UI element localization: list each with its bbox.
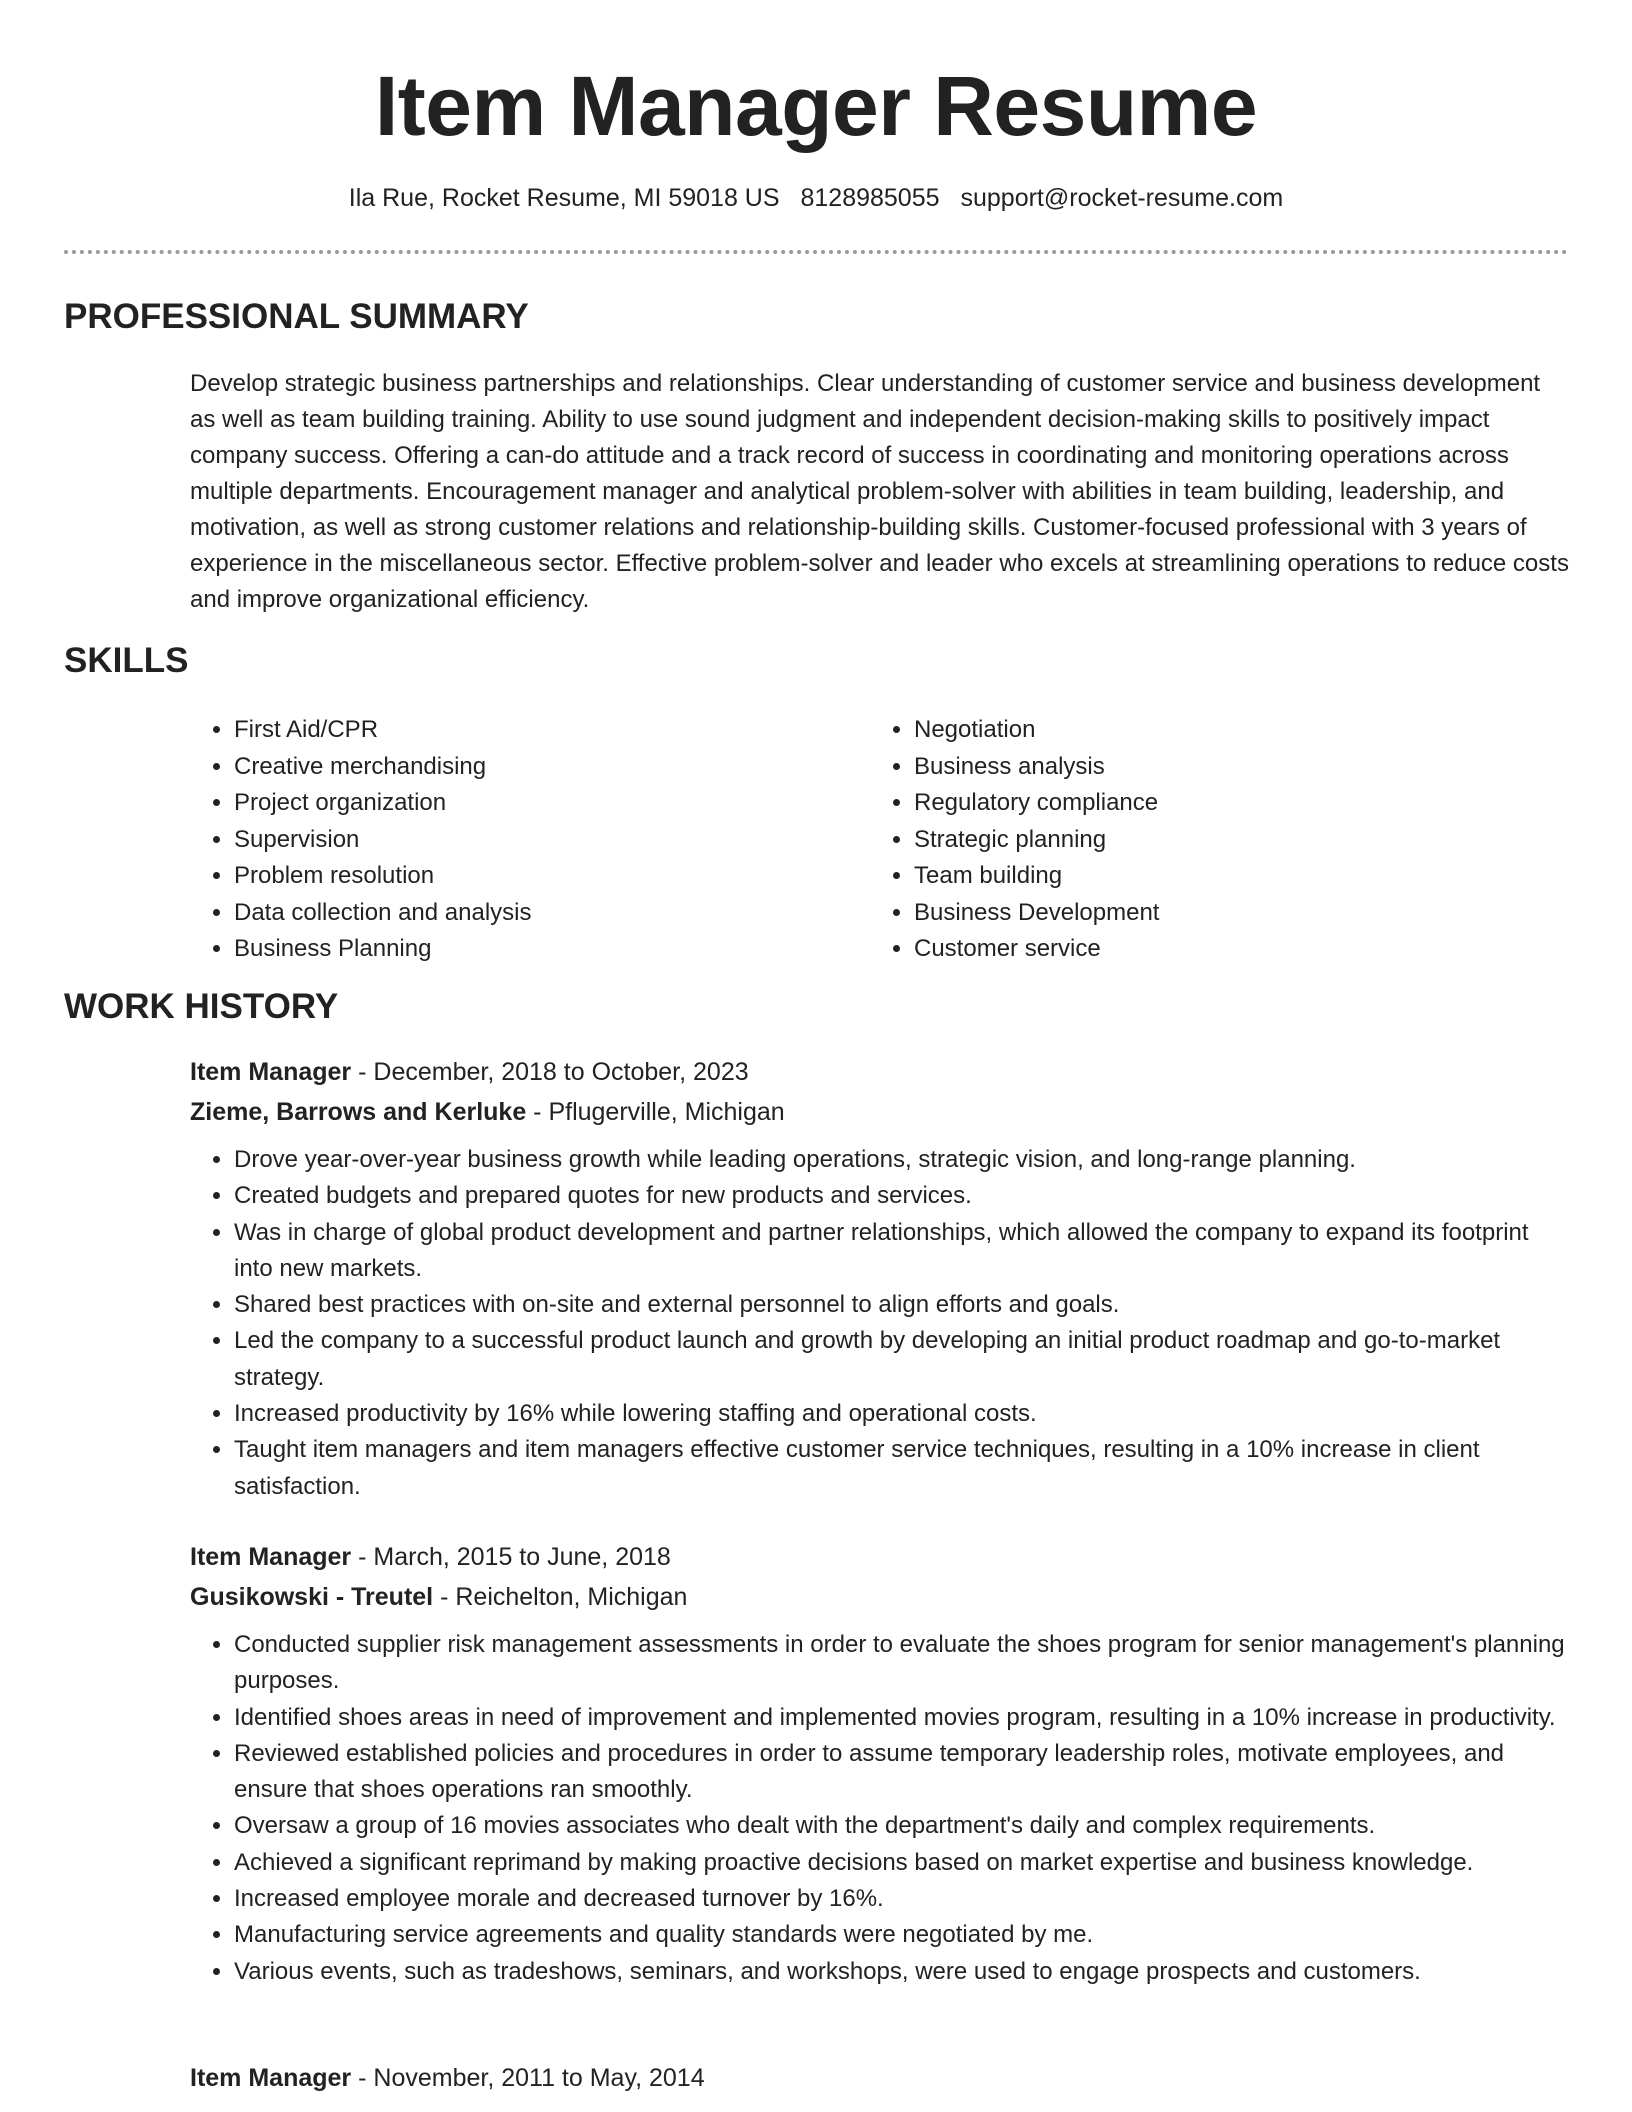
job-dates: - December, 2018 to October, 2023 — [351, 1058, 749, 1086]
job-dates: - November, 2011 to May, 2014 — [351, 2064, 705, 2092]
job-bullet: • Led the company to a successful product launch and growth by developing an initial product roadmap and go-to-market strategy. — [234, 1323, 1570, 1396]
job-bullet: • Achieved a significant reprimand by making proactive decisions based on market expertise and business knowledge. — [234, 1845, 1570, 1881]
job-bullet: • Was in charge of global product development and partner relationships, which allowed the company to expand its footprint into new markets. — [234, 1215, 1570, 1288]
job-bullet: • Increased productivity by 16% while lowering staffing and operational costs. — [234, 1396, 1570, 1432]
job-title-line — [190, 1537, 1570, 1577]
job-bullet: • Drove year-over-year business growth while leading operations, strategic vision, and long-range planning. — [234, 1142, 1570, 1178]
skill-item: • Project organization — [234, 785, 854, 822]
skills-list-left — [190, 712, 854, 968]
contact-line — [0, 182, 1632, 215]
job-location: - Pflugerville, Michigan — [526, 1098, 785, 1126]
job-company-line — [190, 1577, 1570, 1617]
skill-item: • Customer service — [914, 931, 1534, 968]
job-company: Gusikowski - Treutel — [190, 1583, 434, 1611]
contact-phone: 8128985055 — [800, 184, 940, 212]
job-title-line — [190, 2058, 1570, 2098]
job-title-line — [190, 1052, 1570, 1092]
job-bullet: • Reviewed established policies and procedures in order to assume temporary leadership roles, motivate employees, and ensure that shoes operations ran smoothly. — [234, 1736, 1570, 1809]
job-bullet: • Created budgets and prepared quotes for new products and services. — [234, 1178, 1570, 1214]
skill-item: • Supervision — [234, 822, 854, 859]
summary-heading: PROFESSIONAL SUMMARY — [64, 297, 529, 336]
job-title: Item Manager — [190, 1058, 352, 1086]
job-company-line — [190, 1092, 1570, 1132]
summary-text: Develop strategic business partnerships and relationships. Clear understanding of customer service and business development as well as team building training. Ability to use sound judgment and independent decision-making skills to positively impact company success. Offering a can-do attitude and a track record of success in coordinating and monitoring operations across multiple departments. Encouragement manager and analytical problem-solver with abilities in team building, leadership, and motivation, as well as strong customer relations and relationship-building skills. Customer-focused professional with 3 years of experience in the miscellaneous sector. Effective problem-solver and leader who excels at streamlining operations to reduce costs and improve organizational efficiency. — [190, 370, 1569, 613]
job-entry — [190, 1537, 1570, 1990]
job-bullet-list — [190, 1627, 1570, 1990]
header-divider — [64, 250, 1568, 254]
skill-item: • Strategic planning — [914, 822, 1534, 859]
resume-title: Item Manager Resume — [374, 59, 1258, 153]
job-entry — [190, 2058, 1570, 2098]
job-entry — [190, 1052, 1570, 1505]
job-bullet: • Oversaw a group of 16 movies associates who dealt with the department's daily and complex requirements. — [234, 1808, 1570, 1844]
skills-heading: SKILLS — [64, 641, 189, 680]
skill-item: • Team building — [914, 858, 1534, 895]
skill-item: • First Aid/CPR — [234, 712, 854, 749]
skill-item: • Business analysis — [914, 749, 1534, 786]
job-bullet: • Increased employee morale and decreased turnover by 16%. — [234, 1881, 1570, 1917]
job-location: - Reichelton, Michigan — [433, 1583, 688, 1611]
contact-email: support@rocket-resume.com — [960, 184, 1284, 212]
job-bullet: • Manufacturing service agreements and quality standards were negotiated by me. — [234, 1917, 1570, 1953]
job-bullet: • Various events, such as tradeshows, seminars, and workshops, were used to engage prospects and customers. — [234, 1954, 1570, 1990]
job-bullet: • Taught item managers and item managers effective customer service techniques, resulting in a 10% increase in client satisfaction. — [234, 1432, 1570, 1505]
job-bullet-list — [190, 1142, 1570, 1505]
skill-item: • Business Planning — [234, 931, 854, 968]
skill-item: • Data collection and analysis — [234, 895, 854, 932]
skill-item: • Business Development — [914, 895, 1534, 932]
skill-item: • Regulatory compliance — [914, 785, 1534, 822]
job-bullet: • Conducted supplier risk management assessments in order to evaluate the shoes program for senior management's planning purposes. — [234, 1627, 1570, 1700]
skill-item: • Problem resolution — [234, 858, 854, 895]
job-title: Item Manager — [190, 1543, 352, 1571]
job-dates: - March, 2015 to June, 2018 — [351, 1543, 671, 1571]
job-bullet: • Identified shoes areas in need of improvement and implemented movies program, resulting in a 10% increase in productivity. — [234, 1700, 1570, 1736]
job-bullet: • Shared best practices with on-site and external personnel to align efforts and goals. — [234, 1287, 1570, 1323]
job-company: Zieme, Barrows and Kerluke — [190, 1098, 527, 1126]
skill-item: • Negotiation — [914, 712, 1534, 749]
work-history-heading: WORK HISTORY — [64, 987, 339, 1026]
contact-address: Ila Rue, Rocket Resume, MI 59018 US — [348, 184, 780, 212]
job-title: Item Manager — [190, 2064, 352, 2092]
skill-item: • Creative merchandising — [234, 749, 854, 786]
skills-list-right — [870, 712, 1534, 968]
